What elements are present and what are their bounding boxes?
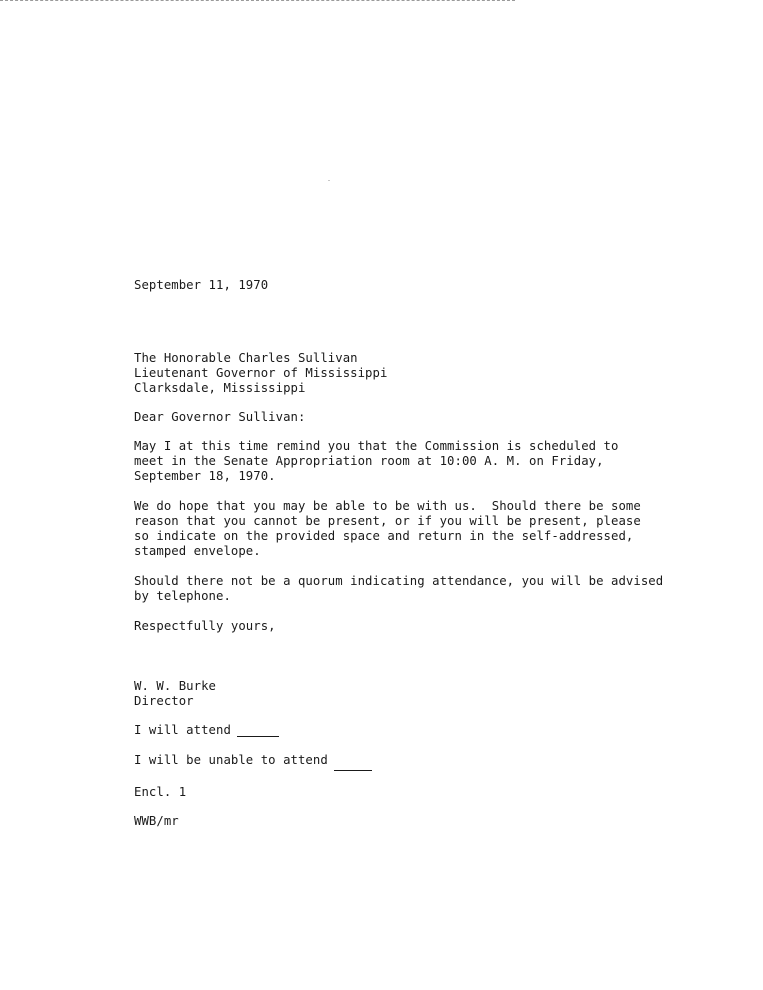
letter-date: September 11, 1970 [134,278,269,292]
response-attend-label: I will attend [134,723,231,737]
paragraph-line: reason that you cannot be present, or if you will be present, please [134,514,641,528]
signer-name: W. W. Burke [134,679,216,693]
signature-block [134,679,694,709]
paragraph-line: so indicate on the provided space and return in the self-addressed, [134,529,634,543]
response-attend [134,723,694,738]
letter-body [134,278,694,829]
signer-title: Director [134,694,194,708]
recipient-line: Lieutenant Governor of Mississippi [134,366,388,380]
paragraph-line: by telephone. [134,589,231,603]
paragraph-line: stamped envelope. [134,544,261,558]
typist-initials: WWB/mr [134,814,179,828]
paragraph-line: Should there not be a quorum indicating attendance, you will be advised [134,574,664,588]
recipient-line: The Honorable Charles Sullivan [134,351,358,365]
paragraph-line: May I at this time remind you that the Commission is scheduled to [134,439,619,453]
attend-blank-line [237,736,279,737]
salutation: Dear Governor Sullivan: [134,410,306,424]
paragraph-line: We do hope that you may be able to be with us. Should there be some [134,499,641,513]
response-unable [134,753,694,771]
closing: Respectfully yours, [134,619,276,633]
unable-blank-line [334,770,372,771]
recipient-address [134,351,694,396]
enclosure-note: Encl. 1 [134,785,187,799]
scan-speck [328,180,330,181]
recipient-line: Clarksdale, Mississippi [134,381,306,395]
paragraph-line: September 18, 1970. [134,469,276,483]
page-top-border [0,0,515,1]
response-unable-label: I will be unable to attend [134,753,328,767]
paragraph-reminder [134,439,694,484]
paragraph-quorum [134,574,694,604]
paragraph-attendance [134,499,694,559]
paragraph-line: meet in the Senate Appropriation room at 10:00 A. M. on Friday, [134,454,604,468]
